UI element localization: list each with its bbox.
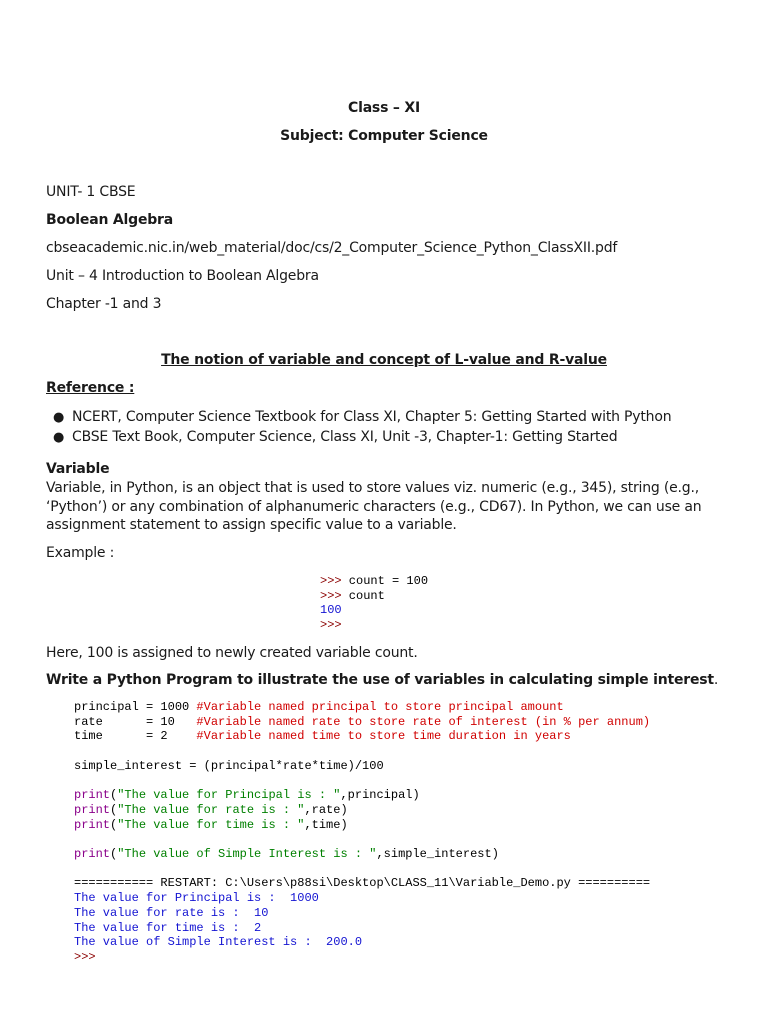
section-heading: The notion of variable and concept of L-value and R-value (161, 352, 607, 368)
code-assignment: rate = 10 (74, 714, 197, 729)
topic-heading: Boolean Algebra (46, 212, 174, 228)
shell-prompt: >>> (320, 618, 342, 633)
shell-example (320, 574, 428, 633)
class-title: Class – XI (348, 100, 420, 116)
unit4-line: Unit – 4 Introduction to Boolean Algebra (46, 268, 319, 284)
shell-prompt: >>> (320, 588, 342, 603)
subject-title: Subject: Computer Science (280, 128, 488, 144)
code-comment: #Variable named principal to store principal amount (196, 700, 564, 714)
reference-item: CBSE Text Book, Computer Science, Class XI, Unit -3, Chapter-1: Getting Started (72, 429, 618, 445)
code-keyword: print (74, 847, 111, 862)
code-string: "The value of Simple Interest is : " (117, 847, 377, 862)
reference-item: NCERT, Computer Science Textbook for Class XI, Chapter 5: Getting Started with Python (72, 409, 672, 425)
program-heading: Write a Python Program to illustrate the use of variables in calculating simple interest (46, 672, 714, 688)
program-code (74, 700, 650, 965)
paragraph-line: ‘Python’) or any combination of alphanumeric characters (e.g., CD67). In Python, we can use an (46, 498, 702, 515)
example-label: Example : (46, 545, 115, 561)
code-string: "The value for rate is : " (117, 802, 305, 817)
program-heading-line (46, 672, 718, 688)
shell-prompt: >>> (74, 949, 96, 964)
code-keyword: print (74, 817, 111, 832)
shell-prompt: >>> (320, 574, 342, 588)
code-paren: ( (110, 817, 118, 832)
variable-heading: Variable (46, 461, 110, 477)
program-output-line: The value for Principal is : 1000 (74, 891, 319, 906)
program-output-line: The value of Simple Interest is : 200.0 (74, 935, 363, 950)
shell-output: 100 (320, 603, 342, 618)
code-args: ,time) (304, 817, 348, 832)
code-args: ,principal) (340, 788, 420, 803)
code-keyword: print (74, 802, 111, 817)
code-comment: #Variable named time to store time duration in years (196, 729, 571, 744)
unit-line: UNIT- 1 CBSE (46, 184, 136, 200)
reference-link[interactable]: cbseacademic.nic.in/web_material/doc/cs/2_Computer_Science_Python_ClassXII.pdf (46, 240, 618, 256)
code-assignment: principal = 1000 (74, 700, 197, 714)
here-text: Here, 100 is assigned to newly created variable count. (46, 645, 418, 661)
shell-input: count (341, 588, 385, 603)
reference-label: Reference : (46, 380, 135, 396)
code-args: ,simple_interest) (376, 847, 499, 862)
code-args: ,rate) (304, 802, 348, 817)
code-string: "The value for Principal is : " (117, 788, 341, 803)
code-keyword: print (74, 788, 111, 803)
paragraph-line: Variable, in Python, is an object that is used to store values viz. numeric (e.g., 345), string (e.g., (46, 480, 699, 496)
code-paren: ( (110, 847, 118, 862)
restart-banner: =========== RESTART: C:\Users\p88si\Desktop\CLASS_11\Variable_Demo.py ========== (74, 876, 651, 891)
paragraph-line: assignment statement to assign specific value to a variable. (46, 517, 457, 533)
code-string: "The value for time is : " (117, 817, 305, 832)
code-paren: ( (110, 788, 118, 803)
shell-input: count = 100 (341, 574, 429, 588)
chapter-line: Chapter -1 and 3 (46, 296, 162, 312)
variable-description (46, 479, 726, 535)
program-heading-period: . (713, 672, 719, 688)
code-calculation: simple_interest = (principal*rate*time)/100 (74, 758, 384, 773)
bullet-icon: ● (53, 410, 65, 425)
code-paren: ( (110, 802, 118, 817)
bullet-icon: ● (53, 430, 65, 445)
code-comment: #Variable named rate to store rate of interest (in % per annum) (196, 714, 651, 729)
program-output-line: The value for rate is : 10 (74, 905, 269, 920)
program-output-line: The value for time is : 2 (74, 920, 262, 935)
code-assignment: time = 2 (74, 729, 197, 744)
